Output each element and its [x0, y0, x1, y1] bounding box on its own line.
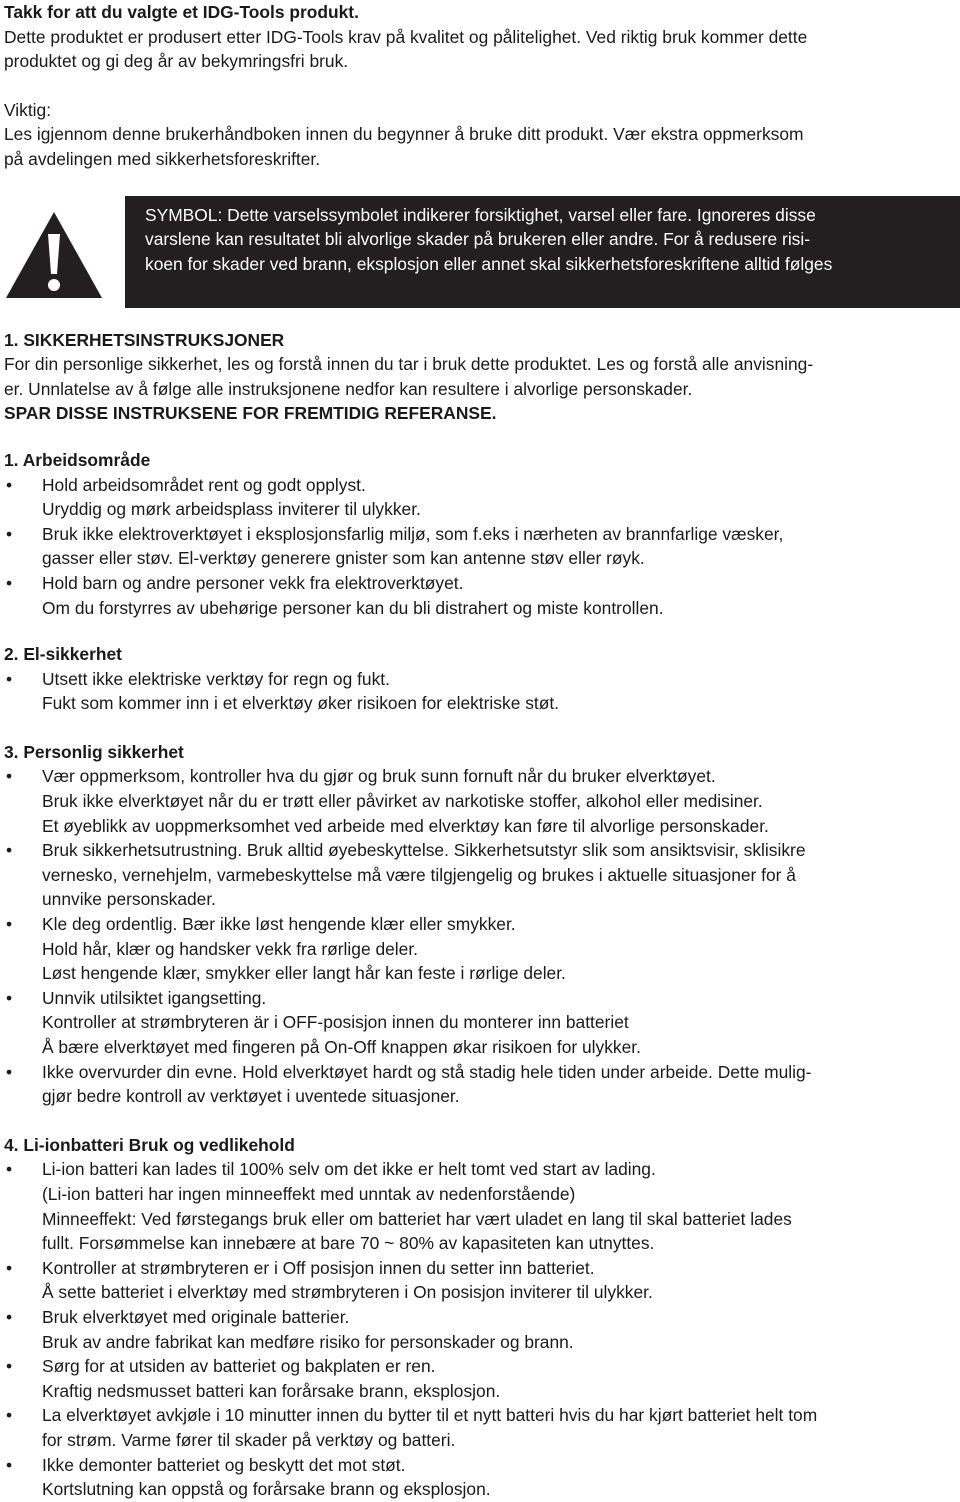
safety-heading: 1. SIKKERHETSINSTRUKSJONER [4, 329, 285, 350]
section-1 [4, 448, 956, 620]
warning-line: varslene kan resultatet bli alvorlige skader på brukeren eller andre. For å redusere risi- [145, 229, 811, 250]
list-item [4, 838, 956, 912]
list-item-line: Ikke overvurder din evne. Hold elverktøyet hardt og stå stadig hele tiden under arbeide. Dette mulig- [42, 1061, 812, 1082]
section-2 [4, 642, 956, 716]
list-item [4, 912, 956, 986]
section-title: 2. El-sikkerhet [4, 644, 122, 665]
safety-emphasis: SPAR DISSE INSTRUKSENE FOR FREMTIDIG REFERANSE. [4, 403, 497, 424]
section-title: 4. Li-ionbatteri Bruk og vedlikehold [4, 1134, 295, 1155]
manual-page [4, 0, 956, 1502]
section-title: 1. Arbeidsområde [4, 449, 151, 470]
bullet-icon: • [6, 1405, 13, 1426]
list-item [4, 764, 956, 838]
list-item-line: Sørg for at utsiden av batteriet og bakplaten er ren. [42, 1356, 436, 1377]
list-item-line: unnvike personskader. [42, 889, 217, 910]
warning-line: SYMBOL: Dette varselssymbolet indikerer forsiktighet, varsel eller fare. Ignoreres disse [145, 204, 816, 225]
bullet-icon: • [6, 1306, 13, 1327]
warning-text-box [125, 196, 960, 308]
list-item-line: gasser eller støv. El-verktøy generere gnister som kan antenne støv eller røyk. [42, 548, 645, 569]
important-line: på avdelingen med sikkerhetsforeskrifter. [4, 148, 321, 169]
list-item-line: Kraftig nedsmusset batteri kan forårsake brann, eksplosjon. [42, 1380, 501, 1401]
bullet-icon: • [6, 572, 13, 593]
list-item-line: Bruk ikke elverktøyet når du er trøtt eller påvirket av narkotiske stoffer, alkohol eller medisiner. [42, 791, 763, 812]
section-title: 3. Personlig sikkerhet [4, 741, 184, 762]
list-item [4, 1354, 956, 1403]
bullet-icon: • [6, 1257, 13, 1278]
important-block [4, 98, 956, 172]
important-line: Les igjennom denne brukerhåndboken innen du begynner å bruke ditt produkt. Vær ekstra oppmerksom [4, 124, 804, 145]
list-item-line: Løst hengende klær, smykker eller langt hår kan feste i rørlige deler. [42, 963, 566, 984]
list-item-line: Kortslutning kan oppstå og forårsake brann og eksplosjon. [42, 1479, 491, 1500]
warning-block [4, 196, 956, 308]
bullet-icon: • [6, 914, 13, 935]
bullet-icon: • [6, 474, 13, 495]
list-item-line: Fukt som kommer inn i et elverktøy øker risikoen for elektriske støt. [42, 693, 560, 714]
bullet-icon: • [6, 1356, 13, 1377]
list-item [4, 1157, 956, 1255]
list-item-line: Li-ion batteri kan lades til 100% selv om det ikke er helt tomt ved start av lading. [42, 1159, 656, 1180]
list-item-line: fullt. Forsømmelse kan innebære at bare 70 ~ 80% av kapasiteten kan utnyttes. [42, 1233, 655, 1254]
intro-line: Dette produktet er produsert etter IDG-Tools krav på kvalitet og pålitelighet. Ved riktig bruk kommer dette [4, 26, 808, 47]
list-item-line: for strøm. Varme fører til skader på verktøy og batteri. [42, 1429, 456, 1450]
section-4 [4, 1133, 956, 1502]
bullet-icon: • [6, 987, 13, 1008]
list-item-line: Bruk sikkerhetsutrustning. Bruk alltid øyebeskyttelse. Sikkerhetsutstyr slik som ansiktsvisir, sklisikre [42, 840, 806, 861]
bullet-icon: • [6, 668, 13, 689]
list-item [4, 667, 956, 716]
bullet-icon: • [6, 766, 13, 787]
section-3 [4, 740, 956, 1109]
important-heading: Viktig: [4, 99, 52, 120]
safety-line: er. Unnlatelse av å følge alle instruksjonene nedfor kan resultere i alvorlige personskader. [4, 378, 693, 399]
list-item [4, 1453, 956, 1502]
list-item-line: Bruk elverktøyet med originale batterier. [42, 1306, 350, 1327]
list-item-line: gjør bedre kontroll av verktøyet i uventede situasjoner. [42, 1086, 460, 1107]
sections-container [4, 448, 956, 1502]
list-item-line: Kle deg ordentlig. Bær ikke løst hengende klær eller smykker. [42, 914, 516, 935]
list-item-line: Bruk av andre fabrikat kan medføre risiko for personskader og brann. [42, 1331, 574, 1352]
list-item-line: (Li-ion batteri har ingen minneeffekt med unntak av nedenforstående) [42, 1183, 576, 1204]
list-item-line: Hold barn og andre personer vekk fra elektroverktøyet. [42, 572, 464, 593]
list-item-line: Unnvik utilsiktet igangsetting. [42, 987, 267, 1008]
list-item-line: Hold hår, klær og handsker vekk fra rørlige deler. [42, 938, 418, 959]
list-item-line: La elverktøyet avkjøle i 10 minutter innen du bytter til et nytt batteri hvis du har kjørt batteriet helt tom [42, 1405, 818, 1426]
bullet-icon: • [6, 1061, 13, 1082]
list-item-line: Kontroller at strømbryteren är i OFF-posisjon innen du monterer inn batteriet [42, 1012, 629, 1033]
safety-instructions [4, 328, 956, 426]
list-item [4, 1060, 956, 1109]
list-item-line: Uryddig og mørk arbeidsplass inviterer til ulykker. [42, 499, 421, 520]
intro-title: Takk for att du valgte et IDG-Tools produkt. [4, 2, 359, 22]
list-item-line: Å bære elverktøyet med fingeren på On-Off knappen økar risikoen for ulykker. [42, 1037, 641, 1057]
bullet-icon: • [6, 840, 13, 861]
list-item-line: Et øyeblikk av uoppmerksomhet ved arbeide med elverktøy kan føre til alvorlige personskader. [42, 815, 769, 836]
bullet-icon: • [6, 523, 13, 544]
bullet-icon: • [6, 1454, 13, 1475]
list-item [4, 1256, 956, 1305]
bullet-icon: • [6, 1159, 13, 1180]
intro-line: produktet og gi deg år av bekymringsfri bruk. [4, 51, 349, 72]
warning-line: koen for skader ved brann, eksplosjon eller annet skal sikkerhetsforeskriftene alltid følges [145, 253, 833, 274]
list-item-line: Kontroller at strømbryteren er i Off posisjon innen du setter inn batteriet. [42, 1257, 595, 1278]
list-item-line: Å sette batteriet i elverktøy med strømbryteren i On posisjon inviterer til ulykker. [42, 1282, 653, 1303]
safety-line: For din personlige sikkerhet, les og forstå innen du tar i bruk dette produktet. Les og forstå alle anvisning- [4, 354, 814, 375]
list-item [4, 1305, 956, 1354]
list-item-line: Vær oppmerksom, kontroller hva du gjør og bruk sunn fornuft når du bruker elverktøyet. [42, 766, 716, 787]
list-item-line: Minneeffekt: Ved førstegangs bruk eller om batteriet har vært uladet en lang til skal batteriet lades [42, 1208, 792, 1229]
list-item-line: Bruk ikke elektroverktøyet i eksplosjonsfarlig miljø, som f.eks i nærheten av brannfarlige væsker, [42, 523, 784, 544]
list-item [4, 986, 956, 1060]
list-item [4, 522, 956, 571]
list-item-line: Utsett ikke elektriske verktøy for regn og fukt. [42, 668, 390, 689]
list-item-line: Ikke demonter batteriet og beskytt det mot støt. [42, 1454, 406, 1475]
warning-triangle-icon [4, 210, 104, 300]
list-item-line: vernesko, vernehjelm, varmebeskyttelse må være tilgjengelig og brukes i aktuelle situasjoner for å [42, 864, 796, 885]
intro-block [4, 0, 956, 74]
list-item [4, 1403, 956, 1452]
list-item [4, 473, 956, 522]
list-item-line: Hold arbeidsområdet rent og godt opplyst. [42, 474, 366, 495]
list-item-line: Om du forstyrres av ubehørige personer kan du bli distrahert og miste kontrollen. [42, 597, 664, 618]
list-item [4, 571, 956, 620]
